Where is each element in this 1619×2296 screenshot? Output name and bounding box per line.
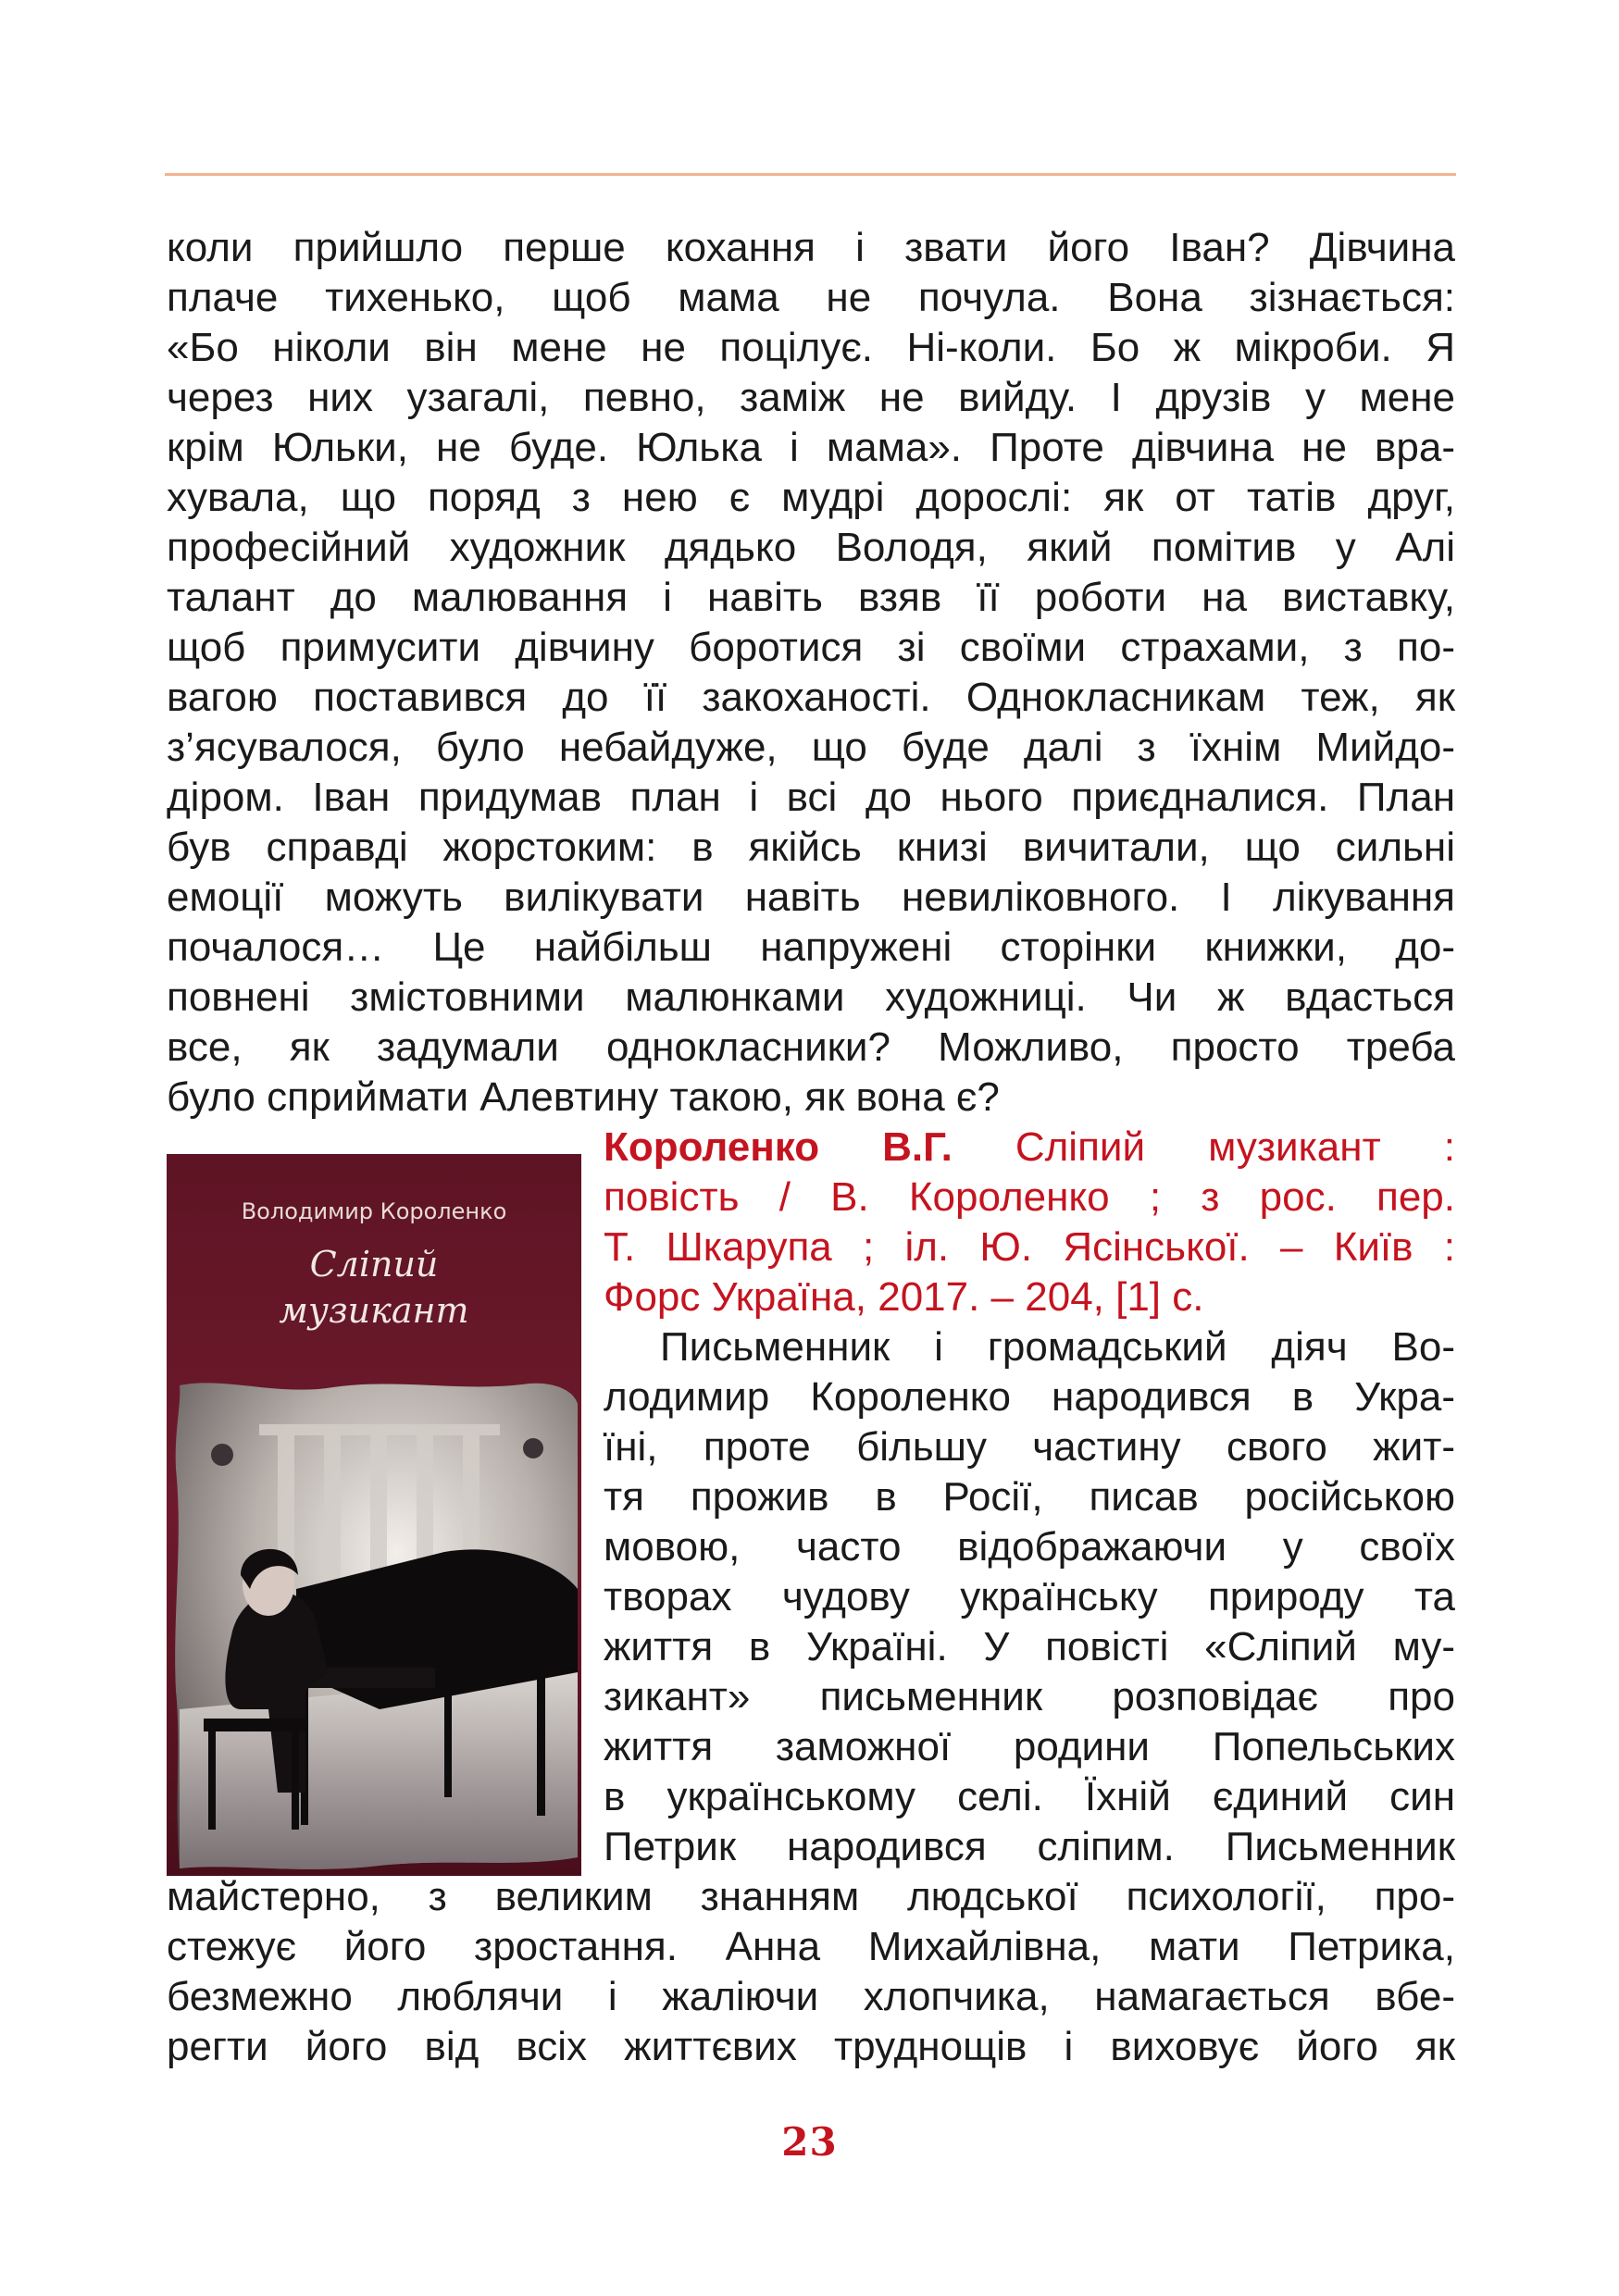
text-line: регти його від всіх життєвих труднощів і виховує його як <box>167 2024 1455 2069</box>
citation-line: Т. Шкарупа ; іл. Ю. Ясінської. – Київ : <box>604 1224 1455 1270</box>
text-line: коли прийшло перше кохання і звати його Іван? Дівчина <box>167 225 1455 270</box>
text-line: стежує його зростання. Анна Михайлівна, мати Петрика, <box>167 1924 1455 1969</box>
text-line: Письменник і громадський діяч Во- <box>660 1324 1455 1370</box>
page-number: 23 <box>781 2119 838 2165</box>
cover-title-line1: Сліпий <box>309 1244 439 1285</box>
text-line: все, як задумали однокласники? Можливо, просто треба <box>167 1024 1455 1070</box>
citation-line: Форс Україна, 2017. – 204, [1] с. <box>604 1274 1204 1320</box>
text-line: з’ясувалося, було небайдуже, що буде далі з їхнім Мийдо- <box>167 725 1455 770</box>
text-line: майстерно, з великим знанням людської психології, про- <box>167 1874 1455 1919</box>
text-line: професійний художник дядько Володя, який помітив у Алі <box>167 525 1455 570</box>
text-line: емоції можуть вилікувати навіть невиліковного. І лікування <box>167 875 1455 920</box>
text-line: «Бо ніколи він мене не поцілує. Ні-коли. Бо ж мікроби. Я <box>167 325 1455 370</box>
text-line: лодимир Короленко народився в Укра- <box>604 1374 1455 1420</box>
cover-title-line2: музикант <box>279 1290 469 1331</box>
header-rule <box>165 173 1456 176</box>
text-line: через них узагалі, певно, заміж не вийду. І друзів у мене <box>167 375 1455 420</box>
book-cover-image <box>167 1154 581 1876</box>
text-line: було сприймати Алевтину такою, як вона є? <box>167 1074 1000 1120</box>
text-line: хувала, що поряд з нею є мудрі дорослі: як от татів друг, <box>167 475 1455 520</box>
text-line: творах чудову українську природу та <box>604 1574 1455 1620</box>
text-line: почалося… Це найбільш напружені сторінки книжки, до- <box>167 925 1455 970</box>
cover-author: Володимир Короленко <box>241 1198 507 1224</box>
citation-title: Сліпий музикант : <box>952 1124 1455 1170</box>
text-line: тя прожив в Росії, писав російською <box>604 1474 1455 1520</box>
text-line: безмежно люблячи і жаліючи хлопчика, намагається вбе- <box>167 1974 1455 2019</box>
text-line: талант до малювання і навіть взяв її роботи на виставку, <box>167 575 1455 620</box>
text-line: в українському селі. Їхній єдиний син <box>604 1774 1455 1819</box>
text-line: мовою, часто відображаючи у своїх <box>604 1524 1455 1570</box>
text-line: крім Юльки, не буде. Юлька і мама». Проте дівчина не вра- <box>167 425 1455 470</box>
text-line: життя в Україні. У повісті «Сліпий му- <box>604 1624 1455 1669</box>
text-line: плаче тихенько, щоб мама не почула. Вона зізнається: <box>167 275 1455 320</box>
text-line: їні, проте більшу частину свого жит- <box>604 1424 1455 1470</box>
text-line: вагою поставився до її закоханості. Однокласникам теж, як <box>167 675 1455 720</box>
text-line: зикант» письменник розповідає про <box>604 1674 1455 1719</box>
text-line: життя заможної родини Попельських <box>604 1724 1455 1769</box>
text-line: щоб примусити дівчину боротися зі своїми страхами, з по- <box>167 625 1455 670</box>
text-line: Петрик народився сліпим. Письменник <box>604 1824 1455 1869</box>
text-line: діром. Іван придумав план і всі до нього приєдналися. План <box>167 775 1455 820</box>
citation-author: Короленко В.Г. <box>604 1124 953 1170</box>
text-line: був справді жорстоким: в якійсь книзі вичитали, що сильні <box>167 825 1455 870</box>
text-line: повнені змістовними малюнками художниці. Чи ж вдасться <box>167 974 1455 1020</box>
citation-line: повість / В. Короленко ; з рос. пер. <box>604 1174 1455 1220</box>
citation-line <box>604 1123 1455 1173</box>
